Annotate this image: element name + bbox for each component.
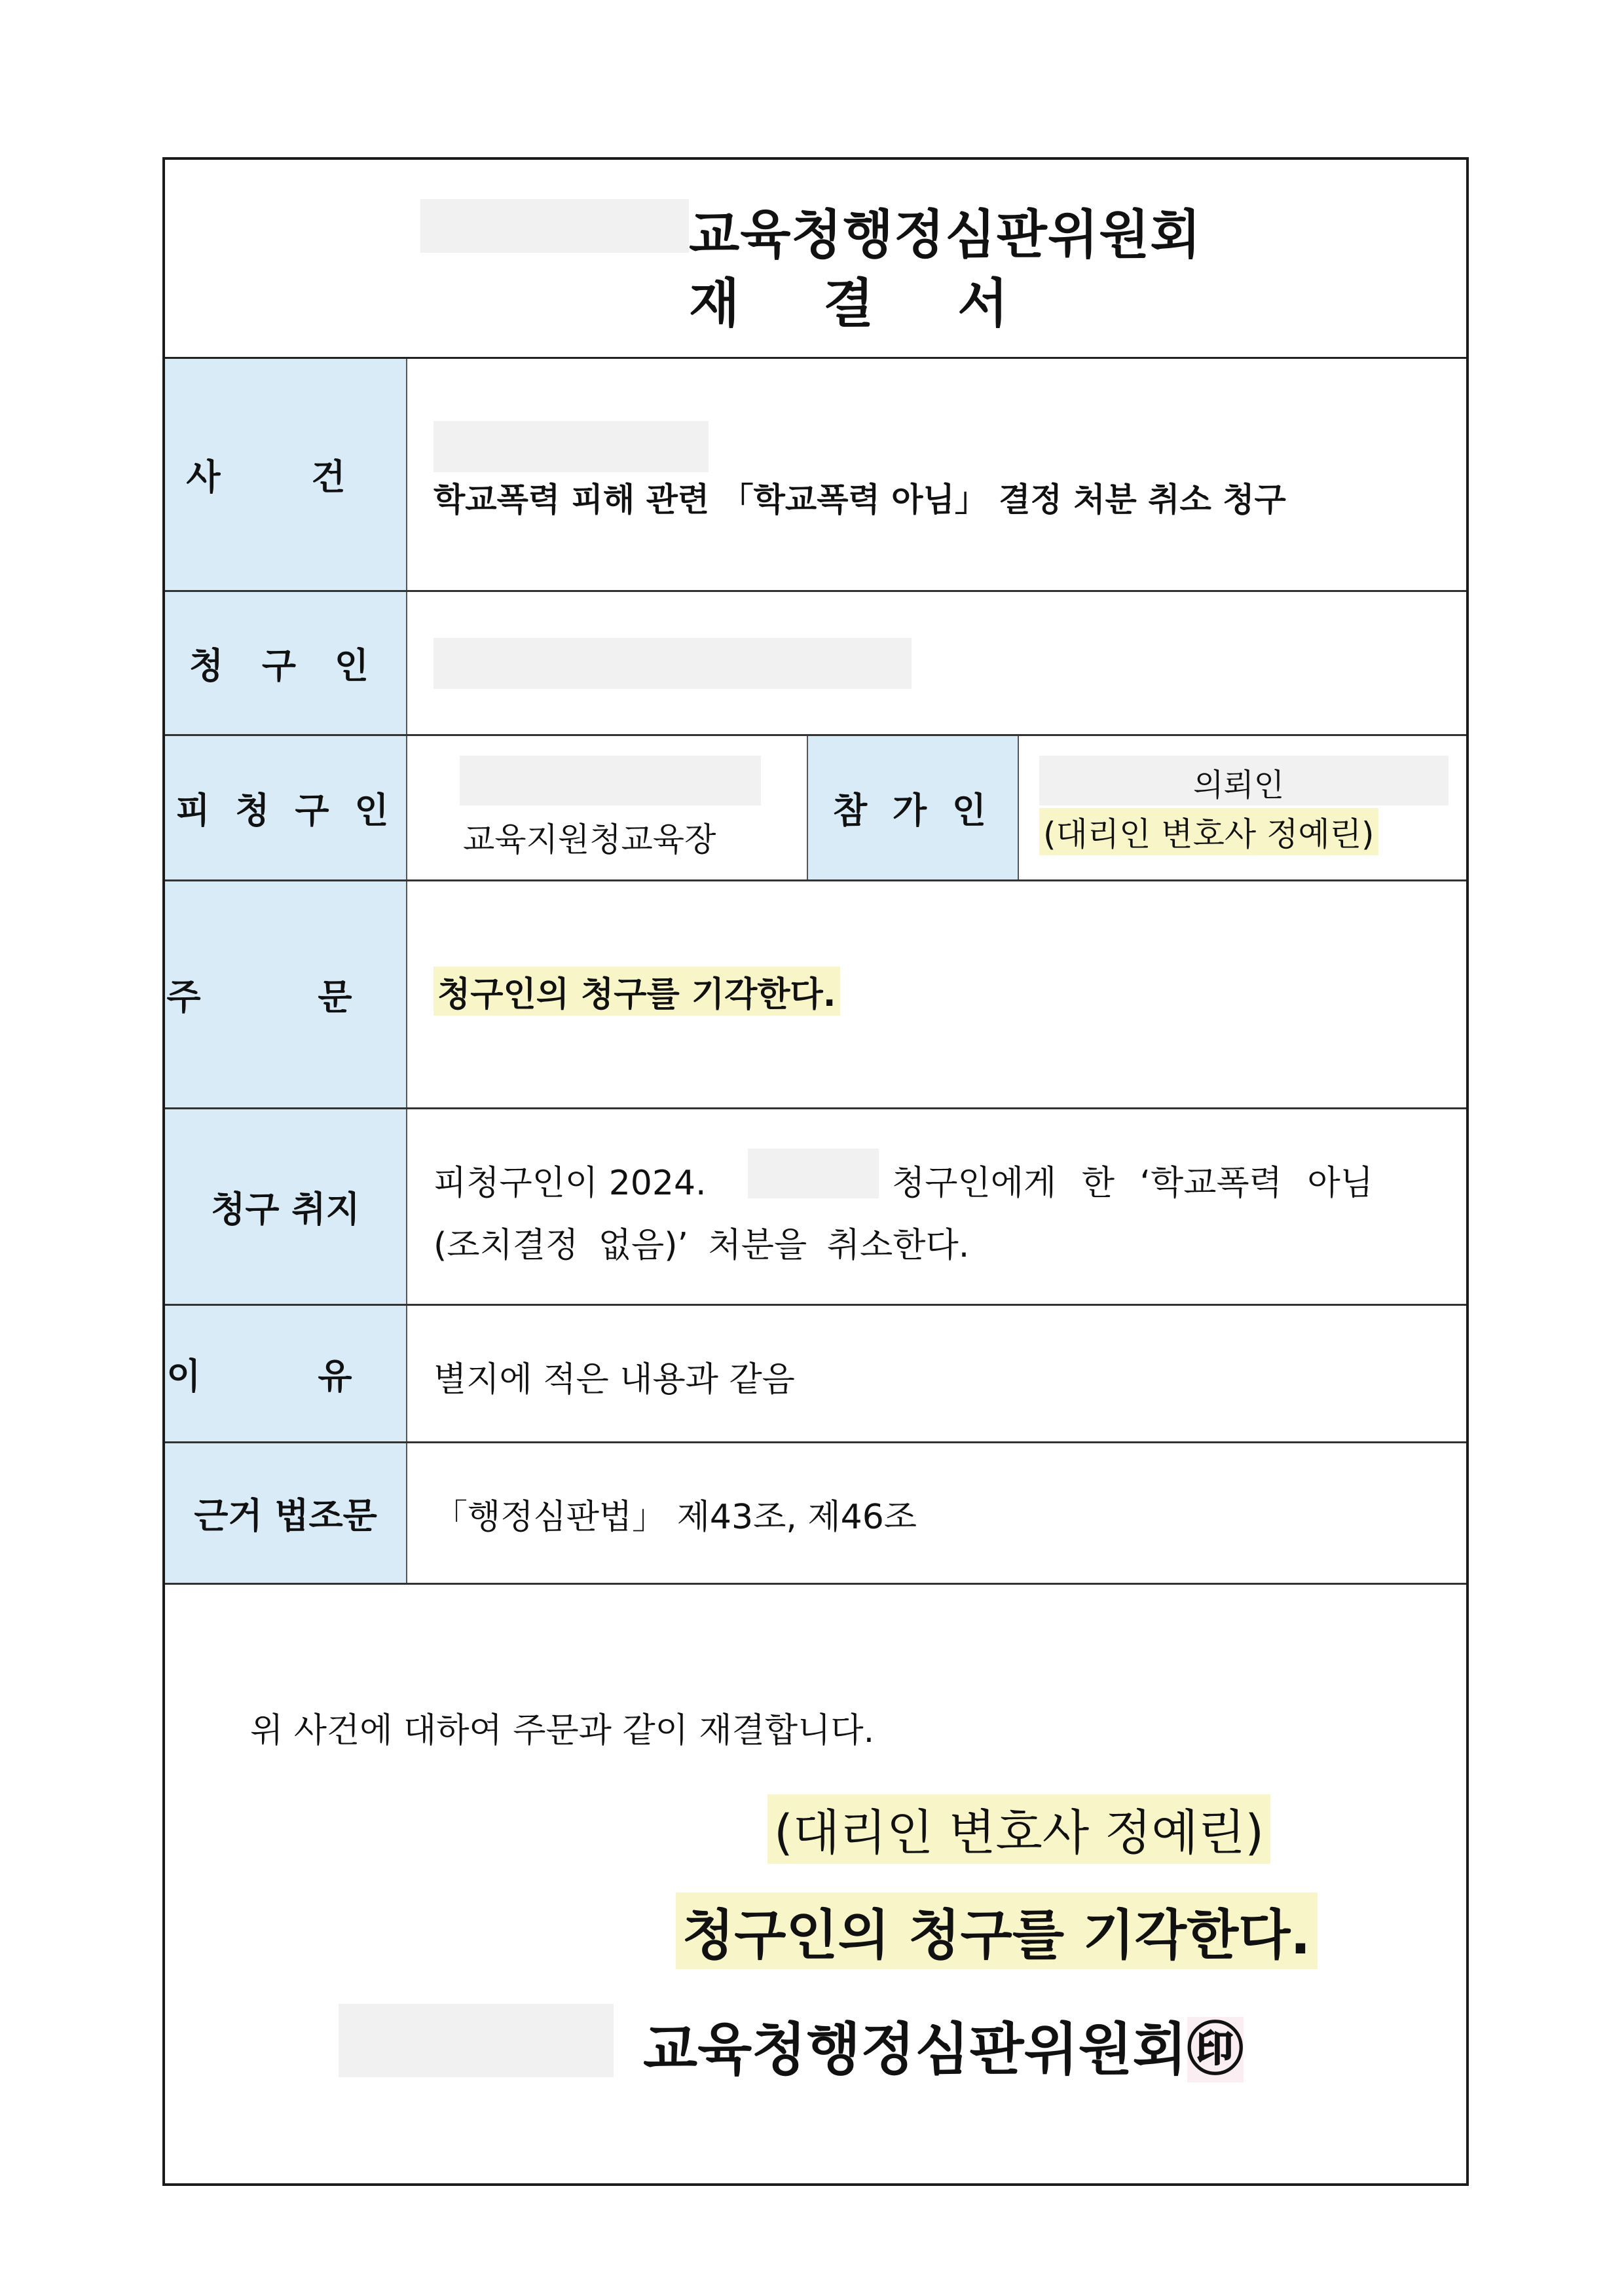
row-order xyxy=(165,881,1466,1109)
row-legal-basis xyxy=(165,1443,1466,1585)
footer-committee-name: 교육청행정심판위원회 xyxy=(643,2017,1187,2082)
case-title: 학교폭력 피해 관련 「학교폭력 아님」 결정 처분 취소 청구 xyxy=(434,481,1286,519)
label-intervenor: 참 가 인 xyxy=(807,736,1019,879)
signature-block xyxy=(165,1585,1466,2183)
label-purpose: 청구 취지 xyxy=(165,1109,407,1304)
intervenor-agent: (대리인 변호사 정예린) xyxy=(1039,808,1378,855)
label-legal-basis: 근거 법조문 xyxy=(165,1443,407,1583)
committee-title: 교육청행정심판위원회 xyxy=(689,204,1202,265)
row-parties xyxy=(165,736,1466,881)
redacted-respondent-region xyxy=(460,756,761,805)
title-block xyxy=(165,160,1466,359)
row-reason xyxy=(165,1306,1466,1443)
row-claimant xyxy=(165,592,1466,736)
label-claimant: 청 구 인 xyxy=(165,592,407,734)
document-title: 재 결 서 xyxy=(689,273,1041,334)
footer-committee xyxy=(643,2004,1244,2085)
footer-agent: (대리인 변호사 정예린) xyxy=(767,1794,1270,1864)
reason-value: 별지에 적은 내용과 같음 xyxy=(434,1360,795,1399)
seal-icon: ㊞ xyxy=(1187,2017,1244,2082)
label-reason: 이 유 xyxy=(165,1306,407,1441)
decision-statement: 위 사건에 대하여 주문과 같이 재결합니다. xyxy=(250,1711,875,1750)
purpose-line1-a: 피청구인이 2024. xyxy=(434,1164,707,1203)
redacted-case-number xyxy=(434,421,709,472)
purpose-line2: (조치결정 없음)’ 처분을 취소한다. xyxy=(434,1226,970,1265)
decision-document xyxy=(162,157,1469,2186)
order-value: 청구인의 청구를 기각한다. xyxy=(434,967,840,1016)
label-order: 주 문 xyxy=(165,881,407,1107)
row-case xyxy=(165,359,1466,592)
redacted-claimant-name xyxy=(434,638,912,689)
redacted-region-name xyxy=(420,199,689,253)
respondent-value: 교육지원청교육장 xyxy=(463,821,716,859)
intervenor-name: 의뢰인 xyxy=(1193,767,1285,804)
legal-basis-value: 「행정심판법」 제43조, 제46조 xyxy=(434,1498,917,1537)
footer-decision: 청구인의 청구를 기각한다. xyxy=(676,1893,1318,1969)
label-case: 사 건 xyxy=(165,359,407,590)
redacted-footer-region xyxy=(339,2004,614,2077)
label-respondent: 피 청 구 인 xyxy=(165,736,407,879)
row-purpose xyxy=(165,1109,1466,1306)
redacted-date xyxy=(748,1149,879,1198)
purpose-line1-b: 청구인에게 한 ‘학교폭력 아님 xyxy=(892,1164,1373,1203)
